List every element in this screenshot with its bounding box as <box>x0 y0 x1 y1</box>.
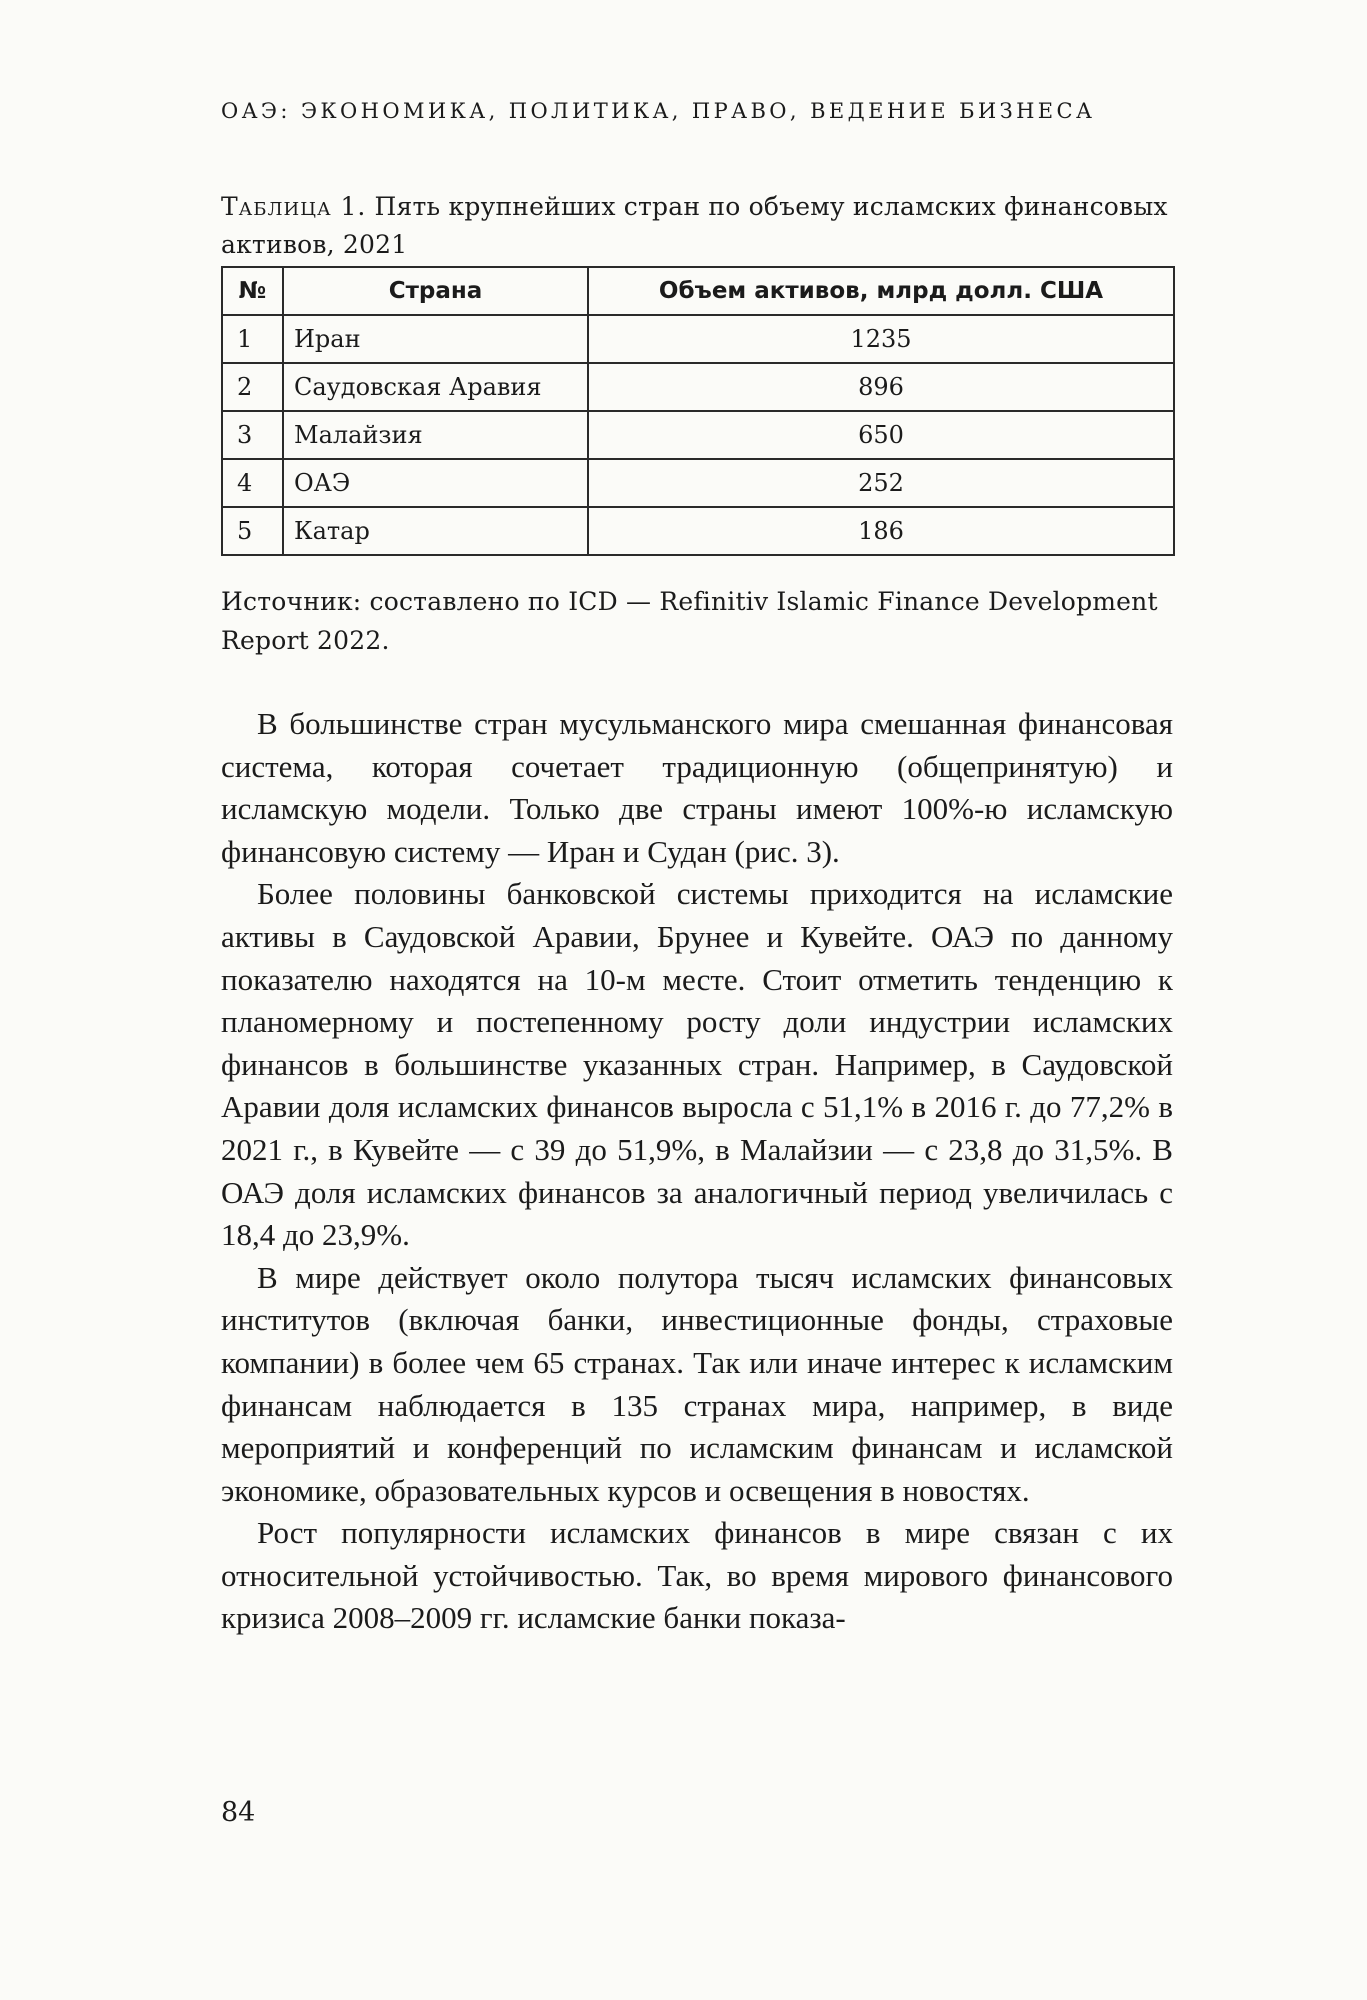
table-caption-label: Таблица 1. <box>221 192 367 221</box>
header-assets: Объем активов, млрд долл. США <box>588 267 1174 315</box>
row-number: 1 <box>222 315 283 363</box>
table-row <box>222 507 1174 555</box>
assets-table <box>221 266 1175 556</box>
paragraph: Рост популярности исламских финансов в мире связан с их относительной устойчивостью. Так, во время мирового финансового кризиса 2008–2009 гг. исламские банки показа- <box>221 1515 1173 1636</box>
row-country: Саудовская Аравия <box>283 363 588 411</box>
page-number: 84 <box>221 1797 256 1828</box>
table-caption <box>221 188 1181 264</box>
row-country: Малайзия <box>283 411 588 459</box>
table-header-row <box>222 267 1174 315</box>
running-head: ОАЭ: ЭКОНОМИКА, ПОЛИТИКА, ПРАВО, ВЕДЕНИЕ БИЗНЕСА <box>221 99 1096 123</box>
row-number: 2 <box>222 363 283 411</box>
row-value: 186 <box>588 507 1174 555</box>
table-caption-text: Пять крупнейших стран по объему исламских финансовых активов, 2021 <box>221 192 1168 259</box>
table-row <box>222 411 1174 459</box>
table-row <box>222 315 1174 363</box>
table-source-note: Источник: составлено по ICD — Refinitiv Islamic Finance Development Report 2022. <box>221 587 1158 655</box>
row-value: 650 <box>588 411 1174 459</box>
row-number: 3 <box>222 411 283 459</box>
body-text <box>221 703 1173 1640</box>
row-number: 4 <box>222 459 283 507</box>
paragraph: В большинстве стран мусульманского мира смешанная финансовая система, которая сочетает традиционную (общепринятую) и исламскую модели. Только две страны имеют 100%-ю исламскую финансовую систему — Иран и Судан (рис. 3). <box>221 706 1173 869</box>
row-value: 1235 <box>588 315 1174 363</box>
header-country: Страна <box>283 267 588 315</box>
row-value: 896 <box>588 363 1174 411</box>
row-value: 252 <box>588 459 1174 507</box>
row-country: ОАЭ <box>283 459 588 507</box>
row-country: Иран <box>283 315 588 363</box>
table-row <box>222 459 1174 507</box>
table-row <box>222 363 1174 411</box>
paragraph: Более половины банковской системы приходится на исламские активы в Саудовской Аравии, Брунее и Кувейте. ОАЭ по данному показателю находятся на 10-м месте. Стоит отметить тенденцию к планомерному и постепенному росту доли индустрии исламских финансов в большинстве указанных стран. Например, в Саудовской Аравии доля исламских финансов выросла с 51,1% в 2016 г. до 77,2% в 2021 г., в Кувейте — с 39 до 51,9%, в Малайзии — с 23,8 до 31,5%. В ОАЭ доля исламских финансов за аналогичный период увеличилась с 18,4 до 23,9%. <box>221 876 1173 1253</box>
header-number: № <box>222 267 283 315</box>
row-country: Катар <box>283 507 588 555</box>
row-number: 5 <box>222 507 283 555</box>
paragraph: В мире действует около полутора тысяч исламских финансовых институтов (включая банки, инвестиционные фонды, страховые компании) в более чем 65 странах. Так или иначе интерес к исламским финансам наблюдается в 135 странах мира, например, в виде мероприятий и конференций по исламским финансам и исламской экономике, образовательных курсов и освещения в новостях. <box>221 1259 1173 1508</box>
